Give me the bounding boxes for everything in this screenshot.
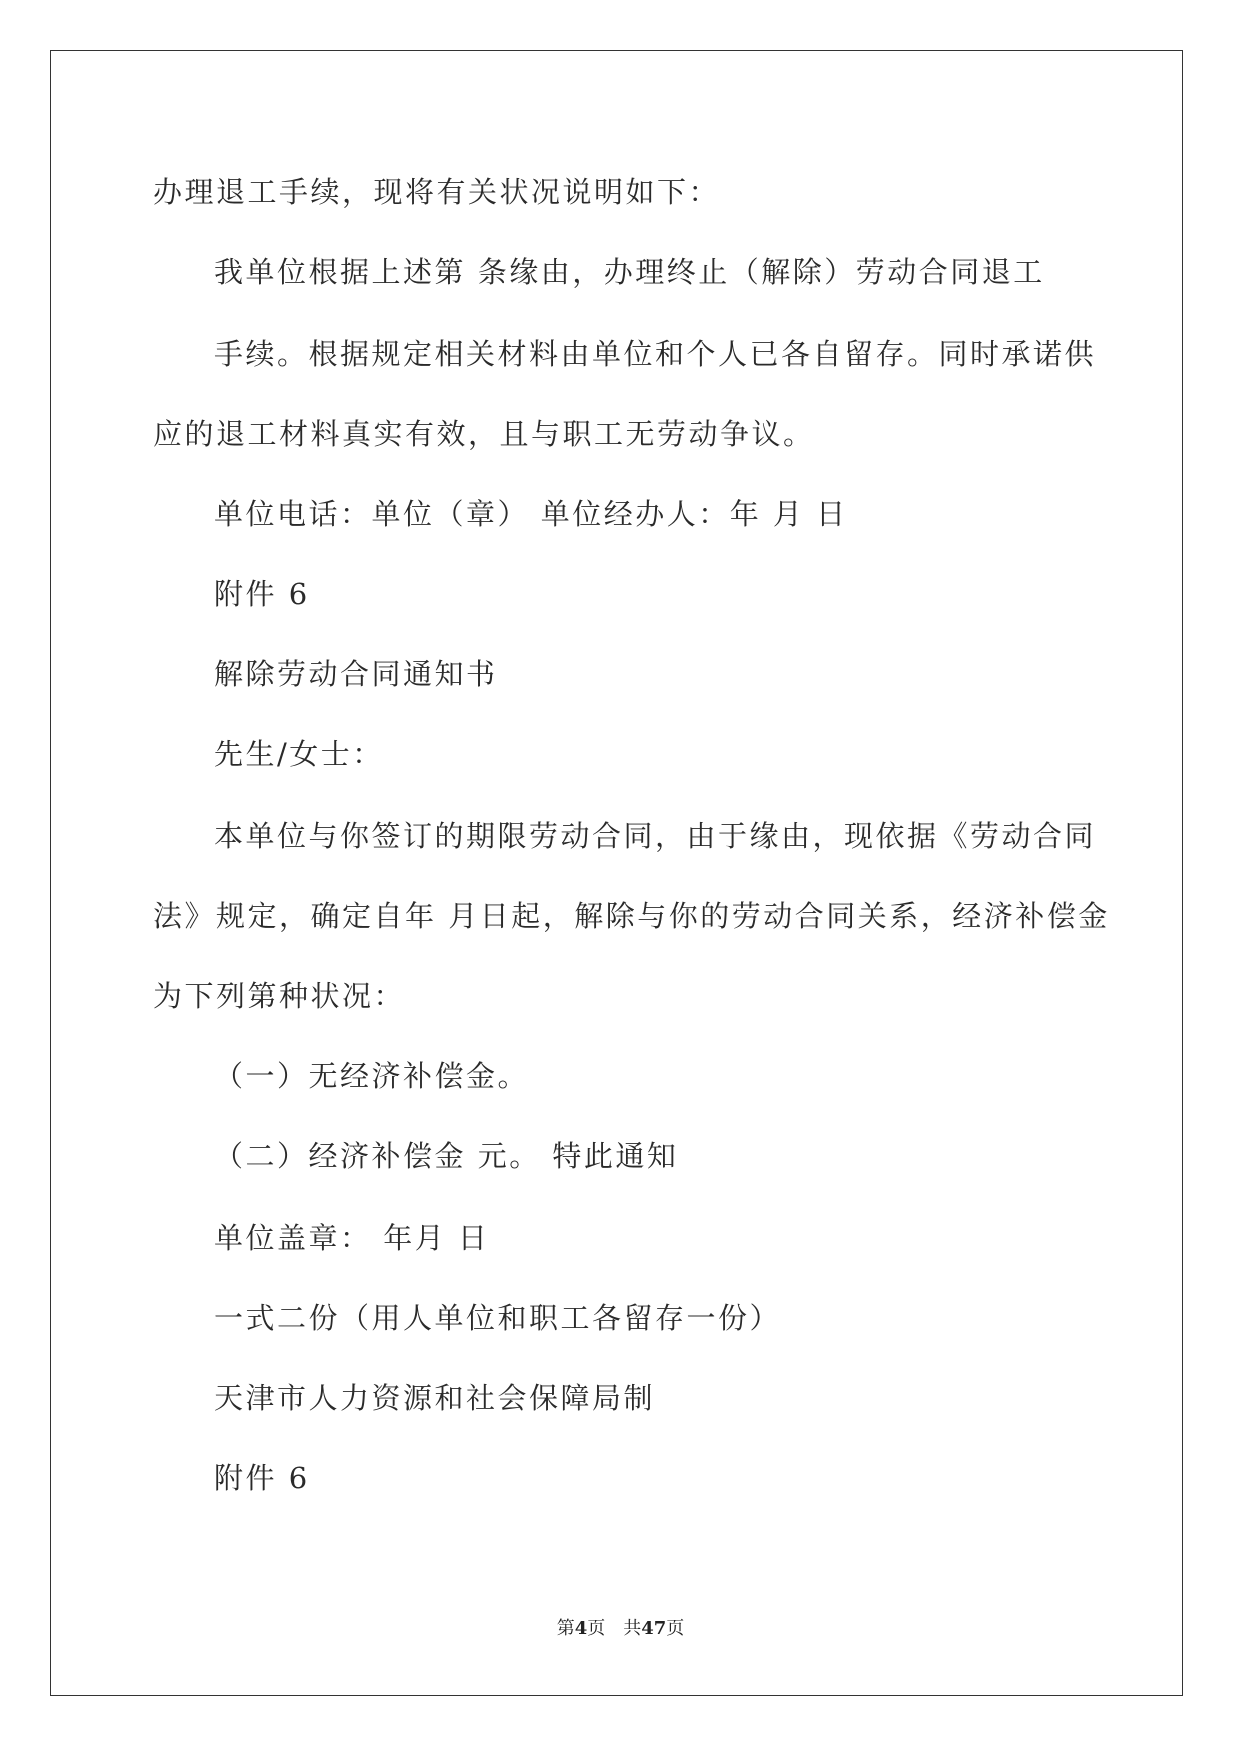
body-line-3: 手续。根据规定相关材料由单位和个人已各自留存。同时承诺供 — [214, 337, 1097, 371]
seal-line: 单位盖章： 年月 日 — [214, 1221, 490, 1255]
page-border — [50, 50, 1183, 1696]
footer-total-suffix: 页 — [666, 1618, 685, 1639]
footer-total-prefix: 共 — [623, 1618, 642, 1639]
notice-title: 解除劳动合同通知书 — [214, 657, 498, 691]
footer-prefix: 第 — [556, 1618, 575, 1639]
attachment-label-1: 附件 6 — [214, 577, 310, 611]
notice-body-line-1: 本单位与你签订的期限劳动合同，由于缘由，现依据《劳动合同 — [214, 819, 1097, 853]
copies-note: 一式二份（用人单位和职工各留存一份） — [214, 1301, 782, 1335]
option-1: （一）无经济补偿金。 — [214, 1059, 530, 1093]
body-line-1: 办理退工手续，现将有关状况说明如下： — [153, 175, 721, 209]
body-line-2: 我单位根据上述第 条缘由，办理终止（解除）劳动合同退工 — [214, 255, 1045, 289]
body-line-4: 应的退工材料真实有效，且与职工无劳动争议。 — [153, 417, 815, 451]
issuer: 天津市人力资源和社会保障局制 — [214, 1381, 656, 1415]
salutation: 先生/女士： — [214, 737, 384, 771]
signature-line-1: 单位电话：单位（章） 单位经办人：年 月 日 — [214, 497, 848, 531]
footer-page-number: 4 — [574, 1618, 588, 1639]
attachment-label-2: 附件 6 — [214, 1461, 310, 1495]
notice-body-line-3: 为下列第种状况： — [153, 979, 406, 1013]
page-footer — [0, 1620, 1241, 1638]
notice-body-line-2: 法》规定，确定自年 月日起，解除与你的劳动合同关系，经济补偿金 — [153, 899, 1110, 933]
footer-total-pages: 47 — [641, 1618, 667, 1639]
footer-page-suffix: 页 — [587, 1618, 606, 1639]
option-2: （二）经济补偿金 元。 特此通知 — [214, 1139, 679, 1173]
